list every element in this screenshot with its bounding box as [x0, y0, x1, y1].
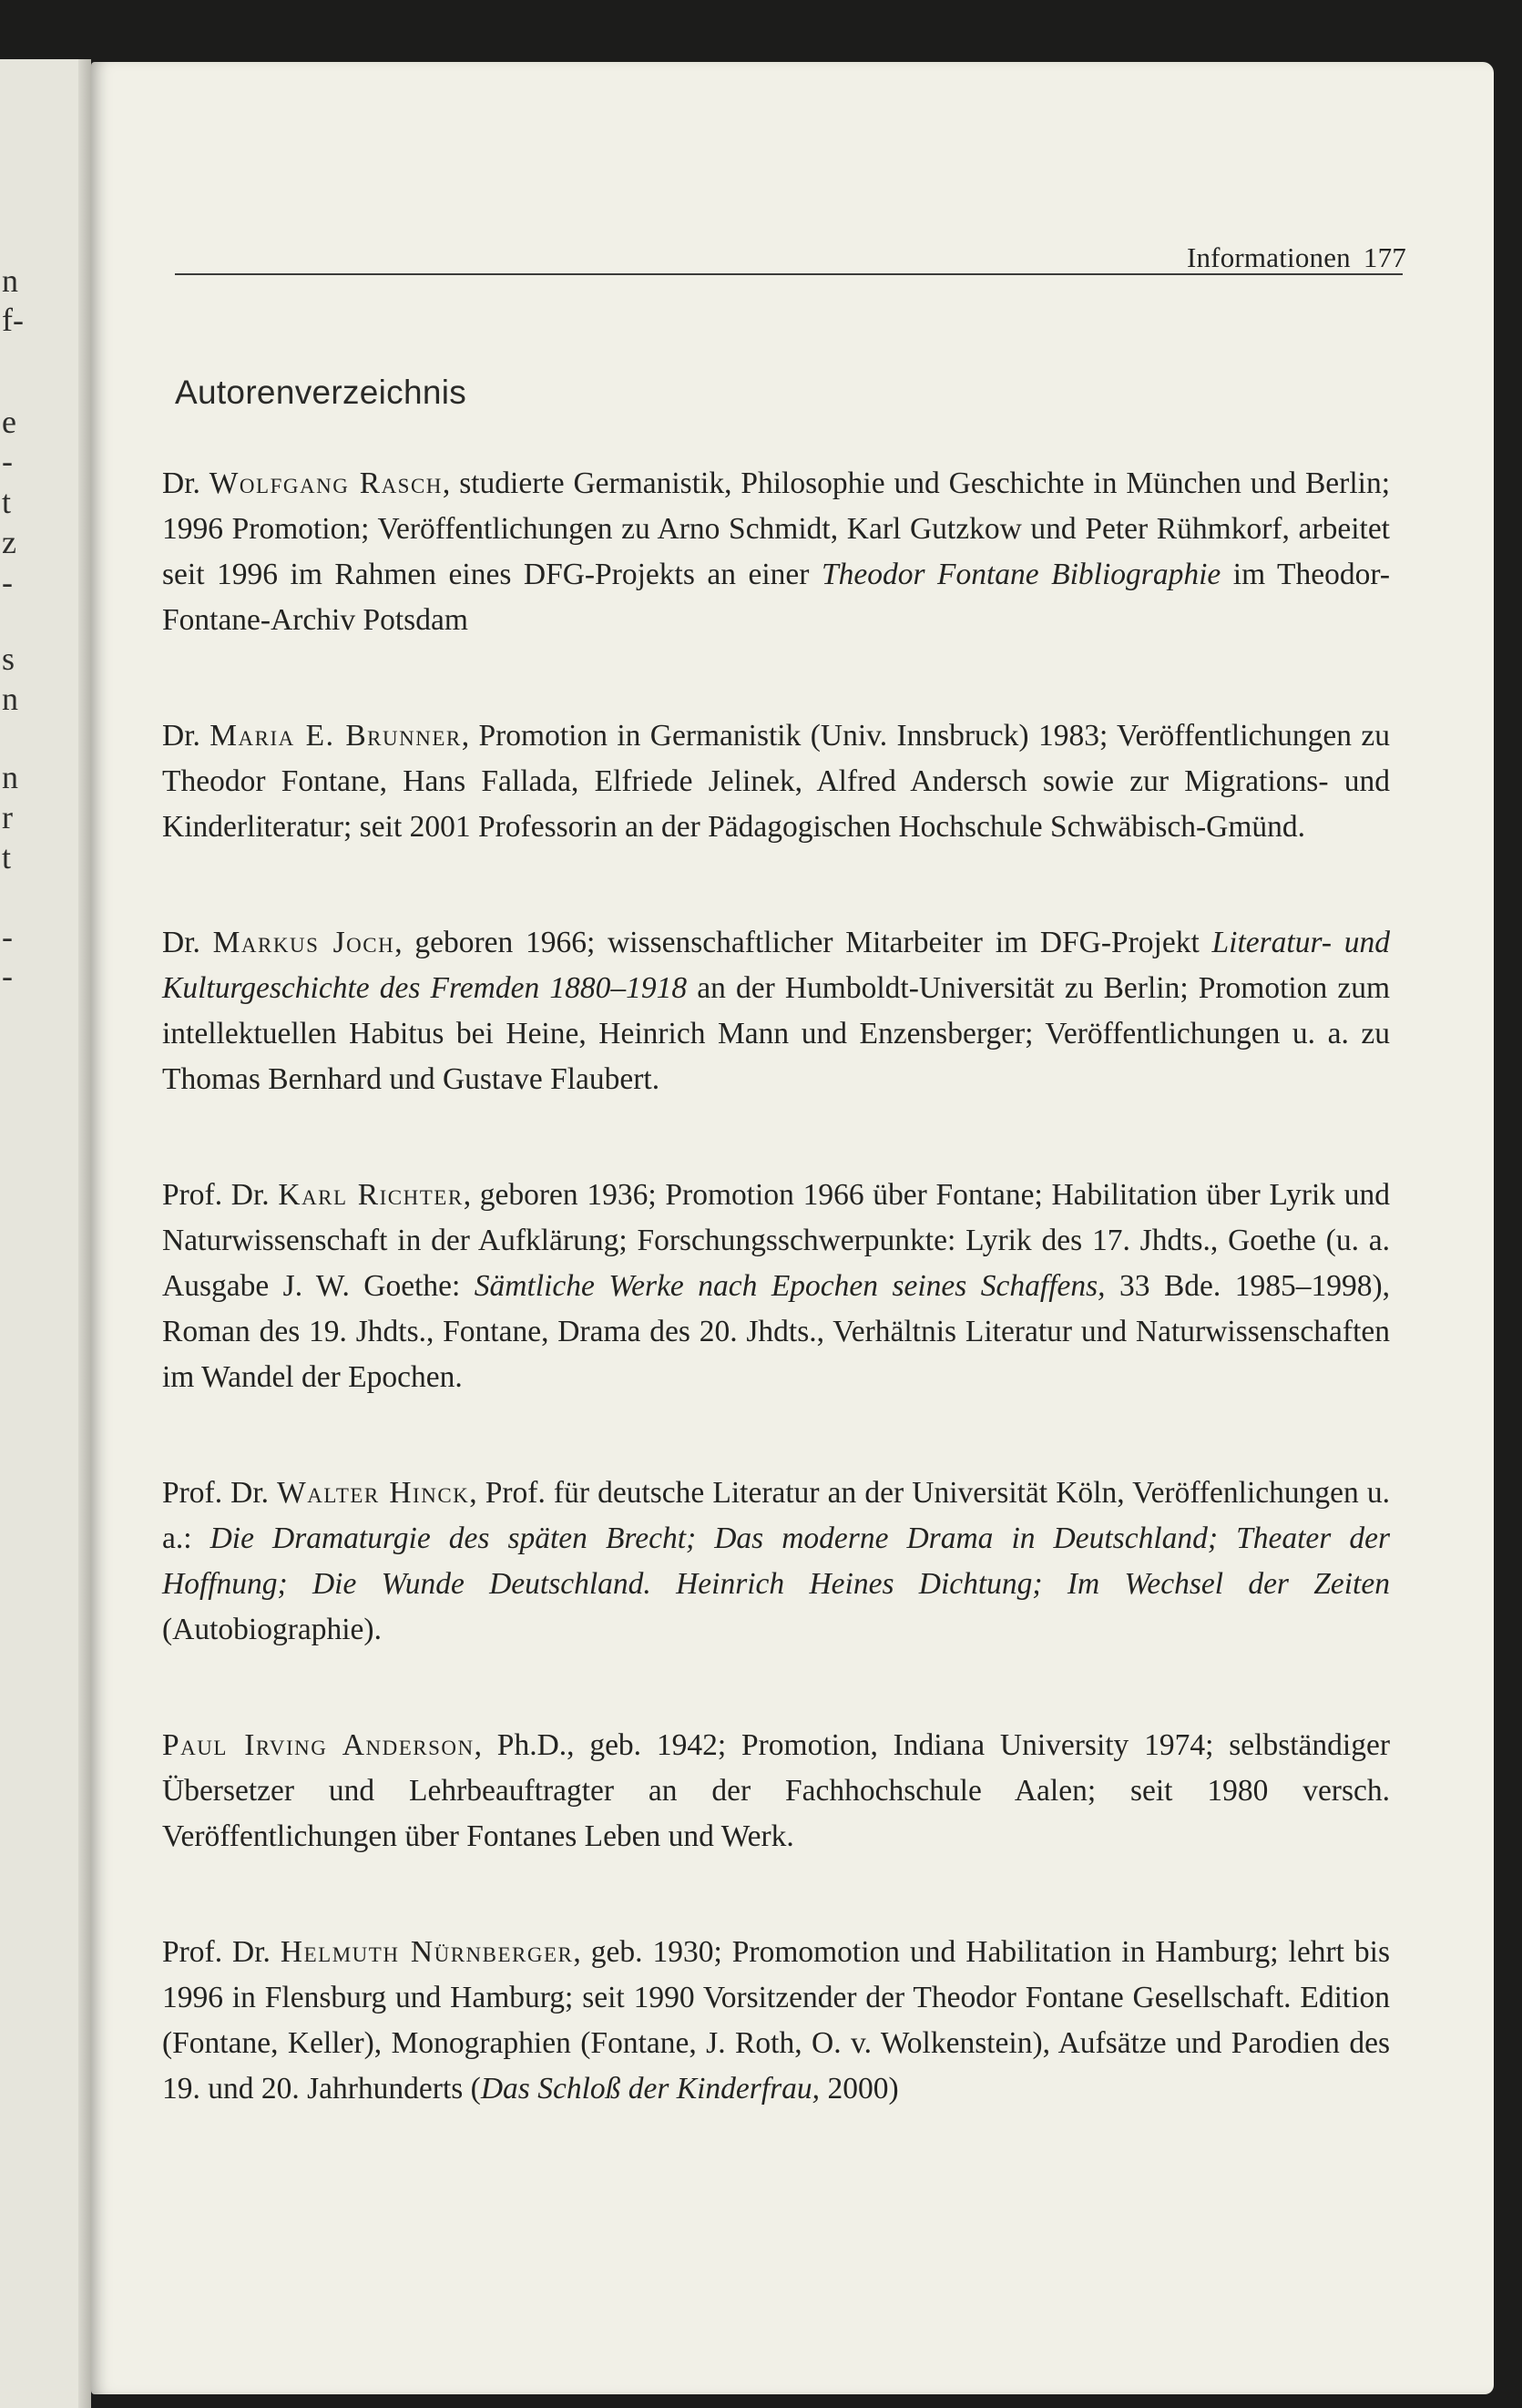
facing-page-fragment: r — [2, 799, 13, 835]
author-name: Paul Irving Anderson — [162, 1728, 475, 1762]
book-page — [91, 62, 1494, 2394]
running-head — [1047, 241, 1406, 274]
facing-page-fragment: t — [2, 484, 12, 520]
entry-text: , geboren 1936; Promotion 1966 über Fontane; Habilitation über Lyrik und Naturwissenschaft in der Aufklärung; Forschungsschwerpunkte: Lyrik des 17. Jhdts., Goethe (u. a. Ausgabe J. W. Goethe: — [162, 1178, 1390, 1303]
section-title: Informationen — [1186, 241, 1351, 273]
entry-text: , Prof. für deutsche Literatur an der Universität Köln, Veröffenlichungen u. a.: — [162, 1476, 1390, 1555]
facing-page-edge — [0, 59, 91, 2408]
work-title: Das Schloß der Kinderfrau, — [480, 2072, 821, 2106]
facing-page-fragment: - — [2, 918, 13, 955]
entry-text: , Ph.D., geb. 1942; Promotion, Indiana University 1974; selbständiger Übersetzer und Lehrbeauftragter an der Fachhochschule Aalen; seit 1980 versch. Veröffentlichungen über Fontanes Leben und Werk. — [162, 1728, 1390, 1853]
entry-text: 33 Bde. 1985–1998), Roman des 19. Jhdts., Fontane, Drama des 20. Jhdts., Verhältnis Literatur und Naturwissenschaften im Wandel der Epochen. — [162, 1269, 1391, 1394]
facing-page-fragment: f- — [2, 302, 24, 338]
entry-text: , studierte Germanistik, Philosophie und Geschichte in München und Berlin; 1996 Promotion; Veröffentlichungen zu Arno Schmidt, Karl Gutzkow und Peter Rühmkorf, arbeitet seit 1996 im Rahmen eines DFG-Projekts an einer — [162, 466, 1390, 591]
work-title: Literatur- und Kulturgeschichte des Fremden 1880–1918 — [162, 926, 1391, 1005]
academic-title: Dr. — [162, 926, 213, 959]
page-title: Autorenverzeichnis — [175, 374, 467, 411]
facing-page-fragment: - — [2, 564, 13, 600]
entry-text: 2000) — [820, 2072, 899, 2106]
facing-page-fragment: t — [2, 839, 12, 876]
entry-text: im Theodor-Fontane-Archiv Potsdam — [162, 558, 1391, 637]
facing-page-fragment: e — [2, 404, 16, 440]
author-name: Walter Hinck — [277, 1476, 470, 1510]
facing-page-fragment: - — [2, 958, 13, 994]
academic-title: Prof. Dr. — [162, 1476, 278, 1510]
academic-title: Dr. — [162, 466, 209, 500]
academic-title: Dr. — [162, 719, 210, 753]
facing-page-fragment: n — [2, 759, 18, 795]
author-name: Maria E. Brunner — [209, 719, 462, 753]
author-name: Helmuth Nürnberger — [280, 1935, 574, 1969]
facing-page-fragment: s — [2, 640, 15, 677]
author-entry — [162, 920, 1390, 1102]
author-entry — [162, 1470, 1390, 1653]
entry-text: , geb. 1930; Promomotion und Habilitation in Hamburg; lehrt bis 1996 in Flensburg und Hamburg; seit 1990 Vorsitzender der Theodor Fontane Gesellschaft. Edition (Fontane, Keller), Monographien (Fontane, J. Roth, O. v. Wolkenstein), Aufsätze und Parodien des 19. und 20. Jahrhunderts ( — [162, 1935, 1390, 2106]
author-entry — [162, 461, 1390, 643]
header-rule — [175, 273, 1403, 275]
author-list — [162, 461, 1390, 2182]
facing-page-fragment: n — [2, 262, 18, 299]
author-entry — [162, 713, 1390, 850]
facing-page-fragment: z — [2, 524, 16, 560]
facing-page-fragment: n — [2, 681, 18, 717]
author-name: Wolfgang Rasch — [209, 466, 443, 500]
academic-title: Prof. Dr. — [162, 1178, 279, 1212]
author-entry — [162, 1173, 1390, 1400]
author-name: Markus Joch — [212, 926, 395, 959]
entry-text: , Promotion in Germanistik (Univ. Innsbruck) 1983; Veröffentlichungen zu Theodor Fontane, Hans Fallada, Elfriede Jelinek, Alfred Andersch sowie zur Migrations- und Kinderliteratur; seit 2001 Professorin an der Pädagogischen Hochschule Schwäbisch-Gmünd. — [162, 719, 1390, 844]
page-number: 177 — [1363, 241, 1406, 273]
entry-text: (Autobiographie). — [162, 1613, 382, 1646]
author-name: Karl Richter — [278, 1178, 464, 1212]
facing-page-fragment: - — [2, 443, 13, 479]
entry-text: , geboren 1966; wissenschaftlicher Mitarbeiter im DFG-Projekt — [394, 926, 1212, 959]
work-title: Theodor Fontane Bibliographie — [821, 558, 1221, 591]
work-title: Die Dramaturgie des späten Brecht; Das moderne Drama in Deutschland; Theater der Hoffnung; Die Wunde Deutschland. Heinrich Heines Dichtung; Im Wechsel der Zeiten — [162, 1522, 1390, 1601]
academic-title: Prof. Dr. — [162, 1935, 281, 1969]
author-entry — [162, 1930, 1390, 2112]
author-entry — [162, 1723, 1390, 1860]
entry-text: an der Humboldt-Universität zu Berlin; Promotion zum intellektuellen Habitus bei Heine, Heinrich Mann und Enzensberger; Veröffentlichungen u. a. zu Thomas Bernhard und Gustave Flaubert. — [162, 971, 1390, 1096]
book-gutter — [78, 59, 91, 2408]
work-title: Sämtliche Werke nach Epochen seines Schaffens, — [474, 1269, 1106, 1303]
